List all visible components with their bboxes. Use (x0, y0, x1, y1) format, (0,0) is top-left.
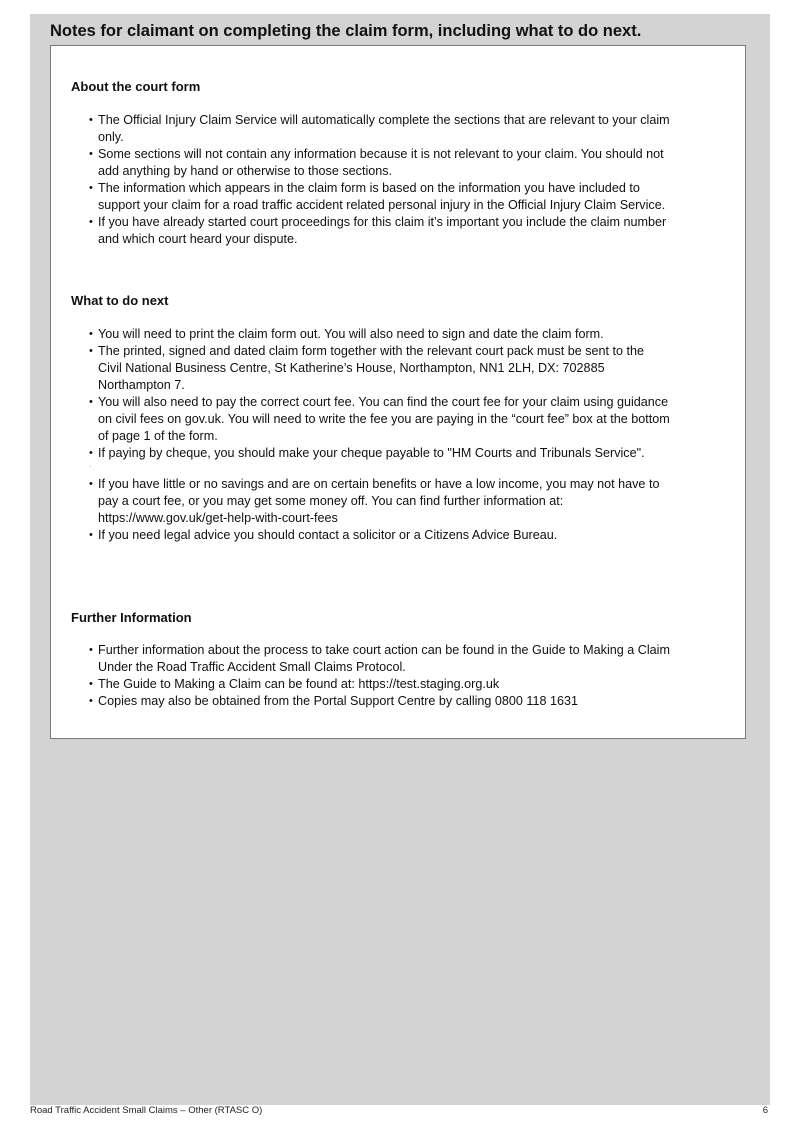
list-item: • Further information about the process to take court action can be found in the Guide to Making a Claim Under the Road Traffic Accident Small Claims Protocol. (71, 642, 671, 676)
section-heading-further: Further Information (71, 610, 192, 625)
next-bullet-list-continued (71, 476, 671, 544)
footer-form-name: Road Traffic Accident Small Claims – Other (RTASC O) (30, 1105, 263, 1116)
list-item: • If paying by cheque, you should make your cheque payable to "HM Courts and Tribunals Service". (71, 445, 671, 462)
section-about-court-form (71, 79, 671, 248)
section-heading-next: What to do next (71, 293, 169, 308)
list-item: • Copies may also be obtained from the Portal Support Centre by calling 0800 118 1631 (71, 693, 671, 710)
list-item: • The information which appears in the claim form is based on the information you have included to support your claim for a road traffic accident related personal injury in the Official Injury Claim Service. (71, 180, 671, 214)
notes-content-box (50, 45, 746, 739)
list-item: • If you need legal advice you should contact a solicitor or a Citizens Advice Bureau. (71, 527, 671, 544)
list-item: • The Guide to Making a Claim can be found at: https://test.staging.org.uk (71, 676, 671, 693)
further-bullet-list (71, 642, 671, 710)
section-heading-about: About the court form (71, 79, 201, 94)
list-item: • The Official Injury Claim Service will automatically complete the sections that are relevant to your claim only. (71, 112, 671, 146)
list-item: • You will need to print the claim form out. You will also need to sign and date the claim form. (71, 326, 671, 343)
list-item: • If you have already started court proceedings for this claim it’s important you include the claim number and which court heard your dispute. (71, 214, 671, 248)
about-bullet-list (71, 112, 671, 248)
list-item: • You will also need to pay the correct court fee. You can find the court fee for your claim using guidance on civil fees on gov.uk. You will need to write the fee you are paying in the “court fee” box at the bottom of page 1 of the form. (71, 394, 671, 445)
stray-dot-mark: · (89, 462, 92, 471)
list-item: • The printed, signed and dated claim form together with the relevant court pack must be sent to the Civil National Business Centre, St Katherine’s House, Northampton, NN1 2LH, DX: 702885 Northampton 7. (71, 343, 671, 394)
footer-page-number: 6 (762, 1105, 768, 1116)
next-bullet-list (71, 326, 671, 462)
section-what-to-do-next (71, 293, 671, 544)
list-item: • If you have little or no savings and are on certain benefits or have a low income, you may not have to pay a court fee, or you may get some money off. You can find further information at: https://www.gov.uk/get-help-with-court-fees (71, 476, 671, 527)
list-item: • Some sections will not contain any information because it is not relevant to your claim. You should not add anything by hand or otherwise to those sections. (71, 146, 671, 180)
section-further-information (71, 610, 671, 710)
page-title: Notes for claimant on completing the claim form, including what to do next. (50, 22, 642, 40)
